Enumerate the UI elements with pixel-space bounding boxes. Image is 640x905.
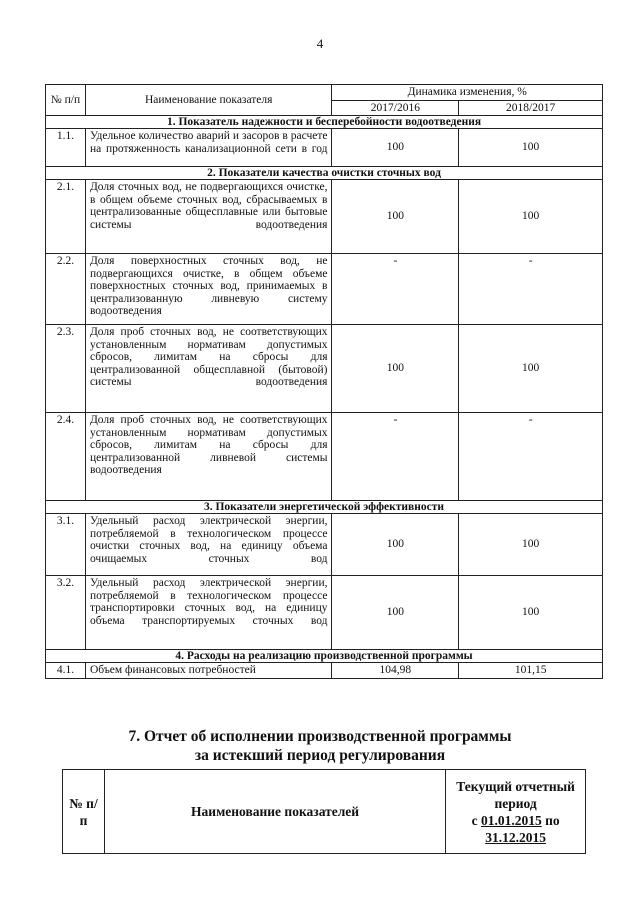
row-value-b: 100 bbox=[459, 325, 603, 413]
header-col-a: 2017/2016 bbox=[332, 100, 459, 116]
row-value-b: 100 bbox=[459, 514, 603, 576]
period-range bbox=[450, 812, 581, 829]
row-name: Доля сточных вод, не подвергающихся очистке, в общем объеме сточных вод, сбрасываемых в централизованные общесплавные или бытовые системы водоотведения bbox=[85, 180, 332, 254]
section-heading: 3. Показатели энергетической эффективности bbox=[46, 501, 603, 514]
row-value-a: 100 bbox=[332, 129, 459, 167]
table-row bbox=[46, 514, 603, 576]
row-value-a: - bbox=[332, 413, 459, 501]
row-value-a: 100 bbox=[332, 576, 459, 650]
row-value-a: 100 bbox=[332, 180, 459, 254]
period-to-date: 31.12.2015 bbox=[485, 829, 546, 845]
row-num: 2.3. bbox=[46, 325, 86, 413]
table-row bbox=[46, 254, 603, 325]
table-row bbox=[46, 576, 603, 650]
row-value-a: 104,98 bbox=[332, 663, 459, 679]
header-col-b: 2018/2017 bbox=[459, 100, 603, 116]
row-value-b: 100 bbox=[459, 129, 603, 167]
indicators-table bbox=[45, 84, 603, 679]
report-header-row bbox=[63, 770, 586, 854]
report-table bbox=[62, 769, 586, 854]
table-row bbox=[46, 663, 603, 679]
row-num: 3.2. bbox=[46, 576, 86, 650]
section7-title-line2: за истекший период регулирования bbox=[194, 747, 446, 764]
page-number: 4 bbox=[316, 36, 324, 51]
row-num: 4.1. bbox=[46, 663, 86, 679]
row-value-b: - bbox=[459, 413, 603, 501]
section7-title-line1: 7. Отчет об исполнении производственной программы bbox=[128, 728, 512, 745]
report-header-period bbox=[446, 770, 586, 854]
section-heading: 1. Показатель надежности и бесперебойности водоотведения bbox=[46, 116, 603, 129]
header-name: Наименование показателя bbox=[85, 85, 332, 116]
header-num: № п/п bbox=[46, 85, 86, 116]
row-name: Доля поверхностных сточных вод, не подвергающихся очистке, в общем объеме поверхностных сточных вод, принимаемых в централизованную ливневую систему водоотведения bbox=[85, 254, 332, 325]
row-num: 2.2. bbox=[46, 254, 86, 325]
table-header-row bbox=[46, 85, 603, 101]
period-to-word: по bbox=[545, 812, 560, 828]
row-name: Удельное количество аварий и засоров в расчете на протяженность канализационной сети в год bbox=[85, 129, 332, 167]
row-name: Доля проб сточных вод, не соответствующих установленным нормативам допустимых сбросов, лимитам на сбросы для централизованной общесплавной (бытовой) системы водоотведения bbox=[85, 325, 332, 413]
section-heading: 4. Расходы на реализацию производственной программы bbox=[46, 650, 603, 663]
row-num: 1.1. bbox=[46, 129, 86, 167]
period-from-prefix: с bbox=[471, 812, 478, 828]
table-row bbox=[46, 325, 603, 413]
section-heading: 2. Показатели качества очистки сточных вод bbox=[46, 167, 603, 180]
table-row bbox=[46, 180, 603, 254]
period-from-date: 01.01.2015 bbox=[480, 812, 542, 828]
report-header-name: Наименование показателей bbox=[104, 770, 445, 854]
report-header-num: № п/п bbox=[63, 770, 105, 854]
row-name: Объем финансовых потребностей bbox=[85, 663, 332, 679]
row-name: Удельный расход электрической энергии, потребляемой в технологическом процессе транспортировки сточных вод, на единицу объема транспортируемых сточных вод bbox=[85, 576, 332, 650]
row-value-b: 100 bbox=[459, 576, 603, 650]
row-num: 3.1. bbox=[46, 514, 86, 576]
period-line1: Текущий отчетный bbox=[456, 778, 575, 794]
row-num: 2.4. bbox=[46, 413, 86, 501]
row-value-b: - bbox=[459, 254, 603, 325]
row-name: Удельный расход электрической энергии, потребляемой в технологическом процессе очистки сточных вод, на единицу объема очищаемых сточных вод bbox=[85, 514, 332, 576]
header-dynamics: Динамика изменения, % bbox=[332, 85, 603, 101]
row-value-a: - bbox=[332, 254, 459, 325]
period-line2: период bbox=[494, 795, 537, 811]
table-row bbox=[46, 129, 603, 167]
row-value-a: 100 bbox=[332, 325, 459, 413]
row-name: Доля проб сточных вод, не соответствующих установленным нормативам допустимых сбросов, лимитам на сбросы для централизованной ливневой системы водоотведения bbox=[85, 413, 332, 501]
row-value-b: 101,15 bbox=[459, 663, 603, 679]
table-row bbox=[46, 413, 603, 501]
row-value-a: 100 bbox=[332, 514, 459, 576]
row-num: 2.1. bbox=[46, 180, 86, 254]
row-value-b: 100 bbox=[459, 180, 603, 254]
